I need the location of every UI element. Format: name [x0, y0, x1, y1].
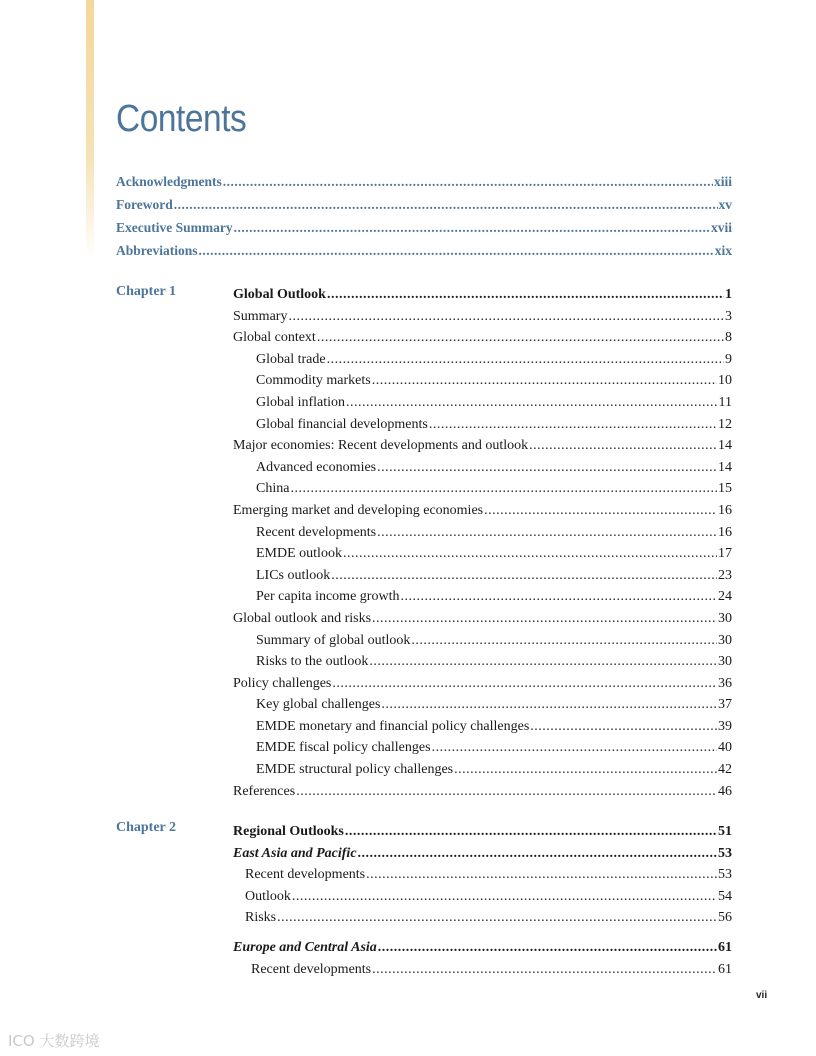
chapter-2-label: Chapter 2 — [116, 820, 177, 835]
chapter-1-entries — [233, 284, 732, 802]
toc-entry[interactable]: Per capita income growth ..... 24 — [233, 586, 732, 608]
toc-entry[interactable]: Global context ..... 8 — [233, 327, 732, 349]
toc-entry[interactable]: Policy challenges ..... 36 — [233, 673, 732, 695]
toc-entry[interactable]: Summary ..... 3 — [233, 306, 732, 328]
toc-entry[interactable]: Emerging market and developing economies ..... 16 — [233, 500, 732, 522]
toc-entry[interactable]: China ..... 15 — [233, 478, 732, 500]
toc-entry[interactable]: Global outlook and risks ..... 30 — [233, 608, 732, 630]
toc-entry[interactable]: Foreword ..... xv — [116, 193, 732, 216]
toc-entry[interactable]: Recent developments ..... 61 — [233, 959, 732, 981]
chapter-2-entries — [233, 821, 732, 980]
toc-entry[interactable]: Commodity markets ..... 10 — [233, 370, 732, 392]
toc-entry[interactable]: Major economies: Recent developments and outlook ..... 14 — [233, 435, 732, 457]
toc-entry[interactable]: LICs outlook ..... 23 — [233, 565, 732, 587]
toc-entry[interactable]: Global Outlook ..... 1 — [233, 284, 732, 306]
toc-entry[interactable]: Recent developments ..... 16 — [233, 522, 732, 544]
decorative-side-bar — [86, 0, 94, 260]
toc-entry[interactable]: Global trade ..... 9 — [233, 349, 732, 371]
chapter-1-label: Chapter 1 — [116, 284, 177, 299]
toc-entry[interactable]: Key global challenges ..... 37 — [233, 694, 732, 716]
toc-entry[interactable]: Executive Summary ..... xvii — [116, 216, 732, 239]
page-title: Contents — [116, 98, 247, 140]
toc-entry[interactable]: EMDE monetary and financial policy challenges ..... 39 — [233, 716, 732, 738]
toc-entry[interactable]: Global inflation ..... 11 — [233, 392, 732, 414]
toc-entry[interactable]: EMDE fiscal policy challenges ..... 40 — [233, 737, 732, 759]
section-gap — [233, 929, 732, 937]
toc-entry[interactable]: Summary of global outlook ..... 30 — [233, 630, 732, 652]
toc-entry[interactable]: References ..... 46 — [233, 781, 732, 803]
toc-entry[interactable]: Recent developments ..... 53 — [233, 864, 732, 886]
toc-entry[interactable]: East Asia and Pacific ..... 53 — [233, 843, 732, 865]
toc-entry[interactable]: Advanced economies ..... 14 — [233, 457, 732, 479]
toc-entry[interactable]: Risks ..... 56 — [233, 907, 732, 929]
toc-entry[interactable]: Regional Outlooks ..... 51 — [233, 821, 732, 843]
toc-entry[interactable]: Outlook ..... 54 — [233, 886, 732, 908]
toc-entry[interactable]: Acknowledgments ..... xiii — [116, 170, 732, 193]
page-number: vii — [756, 990, 768, 1001]
toc-entry[interactable]: Global financial developments ..... 12 — [233, 414, 732, 436]
toc-entry[interactable]: Europe and Central Asia ..... 61 — [233, 937, 732, 959]
toc-entry[interactable]: Abbreviations ..... xix — [116, 239, 732, 262]
toc-entry[interactable]: EMDE outlook ..... 17 — [233, 543, 732, 565]
watermark-logo: ICO 大数跨境 — [8, 1032, 100, 1050]
toc-entry[interactable]: EMDE structural policy challenges ..... 42 — [233, 759, 732, 781]
toc-entry[interactable]: Risks to the outlook ..... 30 — [233, 651, 732, 673]
front-matter-list — [116, 170, 732, 262]
